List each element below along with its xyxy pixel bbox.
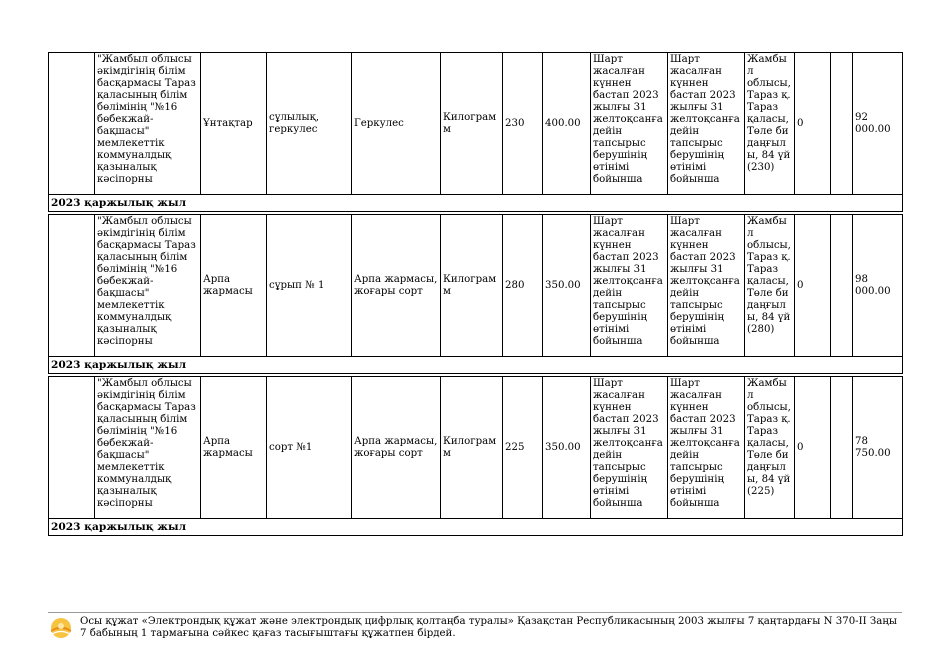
cell-price: 350.00 [543, 377, 591, 519]
cell-number [49, 377, 95, 519]
cell-delivery-term-2: Шарт жасалған күннен бастап 2023 жылғы 31 желтоқсанға дейін тапсырыс берушінің өтінімі бойынша [668, 53, 745, 195]
section-label: 2023 қаржылық жыл [49, 195, 903, 212]
procurement-table [48, 52, 903, 536]
cell-delivery-term: Шарт жасалған күннен бастап 2023 жылғы 31 желтоқсанға дейін тапсырыс берушінің өтінімі бойынша [591, 215, 668, 357]
section-row [49, 519, 903, 536]
cell-customer: "Жамбыл облысы әкімдігінің білім басқармасы Тараз қаласының білім бөлімінің "№16 бөбекжай-бақшасы" мемлекеттік коммуналдық қазыналық кәсіпорны [95, 53, 201, 195]
cell-sum: 92 000.00 [853, 53, 903, 195]
section-label: 2023 қаржылық жыл [49, 357, 903, 374]
cell-category: Арпа жармасы [201, 215, 267, 357]
cell-product: Арпа жармасы, жоғары сорт [352, 377, 441, 519]
cell-quantity: 280 [503, 215, 543, 357]
table-row [49, 215, 903, 357]
cell-delivery-term: Шарт жасалған күннен бастап 2023 жылғы 31 желтоқсанға дейін тапсырыс берушінің өтінімі бойынша [591, 53, 668, 195]
section-row [49, 195, 903, 212]
cell-number [49, 215, 95, 357]
cell-product: Арпа жармасы, жоғары сорт [352, 215, 441, 357]
egov-sun-logo-icon [50, 617, 72, 639]
cell-quantity: 230 [503, 53, 543, 195]
section-label: 2023 қаржылық жыл [49, 519, 903, 536]
cell-product: Геркулес [352, 53, 441, 195]
cell-delivery-place: Жамбыл облысы, Тараз қ. Тараз қаласы, Төле би даңғылы, 84 үй (230) [745, 53, 795, 195]
cell-specification: сұлылық, геркулес [267, 53, 352, 195]
cell-advance: 0 [795, 53, 831, 195]
cell-specification: сұрып № 1 [267, 215, 352, 357]
table-body [49, 53, 903, 536]
cell-price: 400.00 [543, 53, 591, 195]
cell-specification: сорт №1 [267, 377, 352, 519]
cell-advance: 0 [795, 377, 831, 519]
cell-customer: "Жамбыл облысы әкімдігінің білім басқармасы Тараз қаласының білім бөлімінің "№16 бөбекжай-бақшасы" мемлекеттік коммуналдық қазыналық кәсіпорны [95, 215, 201, 357]
cell-category: Арпа жармасы [201, 377, 267, 519]
section-row [49, 357, 903, 374]
cell-unit: Килограмм [441, 377, 503, 519]
cell-sum: 78 750.00 [853, 377, 903, 519]
cell-quantity: 225 [503, 377, 543, 519]
cell-delivery-term: Шарт жасалған күннен бастап 2023 жылғы 31 желтоқсанға дейін тапсырыс берушінің өтінімі бойынша [591, 377, 668, 519]
footer-legal-text: Осы құжат «Электрондық құжат және электрондық цифрлық қолтаңба туралы» Қазақстан Республикасының 2003 жылғы 7 қаңтардағы N 370-II Заңы 7 бабының 1 тармағына сәйкес қағаз тасығыштағы құжатпен бірдей. [80, 616, 897, 639]
cell-advance: 0 [795, 215, 831, 357]
cell-delivery-term-2: Шарт жасалған күннен бастап 2023 жылғы 31 желтоқсанға дейін тапсырыс берушінің өтінімі бойынша [668, 215, 745, 357]
cell-number [49, 53, 95, 195]
cell-delivery-place: Жамбыл облысы, Тараз қ. Тараз қаласы, Төле би даңғылы, 84 үй (225) [745, 377, 795, 519]
cell-customer: "Жамбыл облысы әкімдігінің білім басқармасы Тараз қаласының білім бөлімінің "№16 бөбекжай-бақшасы" мемлекеттік коммуналдық қазыналық кәсіпорны [95, 377, 201, 519]
cell-delivery-term-2: Шарт жасалған күннен бастап 2023 жылғы 31 желтоқсанға дейін тапсырыс берушінің өтінімі бойынша [668, 377, 745, 519]
cell-delivery-place: Жамбыл облысы, Тараз қ. Тараз қаласы, Төле би даңғылы, 84 үй (280) [745, 215, 795, 357]
cell-extra [831, 215, 853, 357]
cell-sum: 98 000.00 [853, 215, 903, 357]
footer-divider [48, 612, 902, 613]
cell-category: Ұнтақтар [201, 53, 267, 195]
cell-unit: Килограмм [441, 215, 503, 357]
cell-extra [831, 53, 853, 195]
cell-extra [831, 377, 853, 519]
cell-price: 350.00 [543, 215, 591, 357]
table-row [49, 53, 903, 195]
cell-unit: Килограмм [441, 53, 503, 195]
table-row [49, 377, 903, 519]
